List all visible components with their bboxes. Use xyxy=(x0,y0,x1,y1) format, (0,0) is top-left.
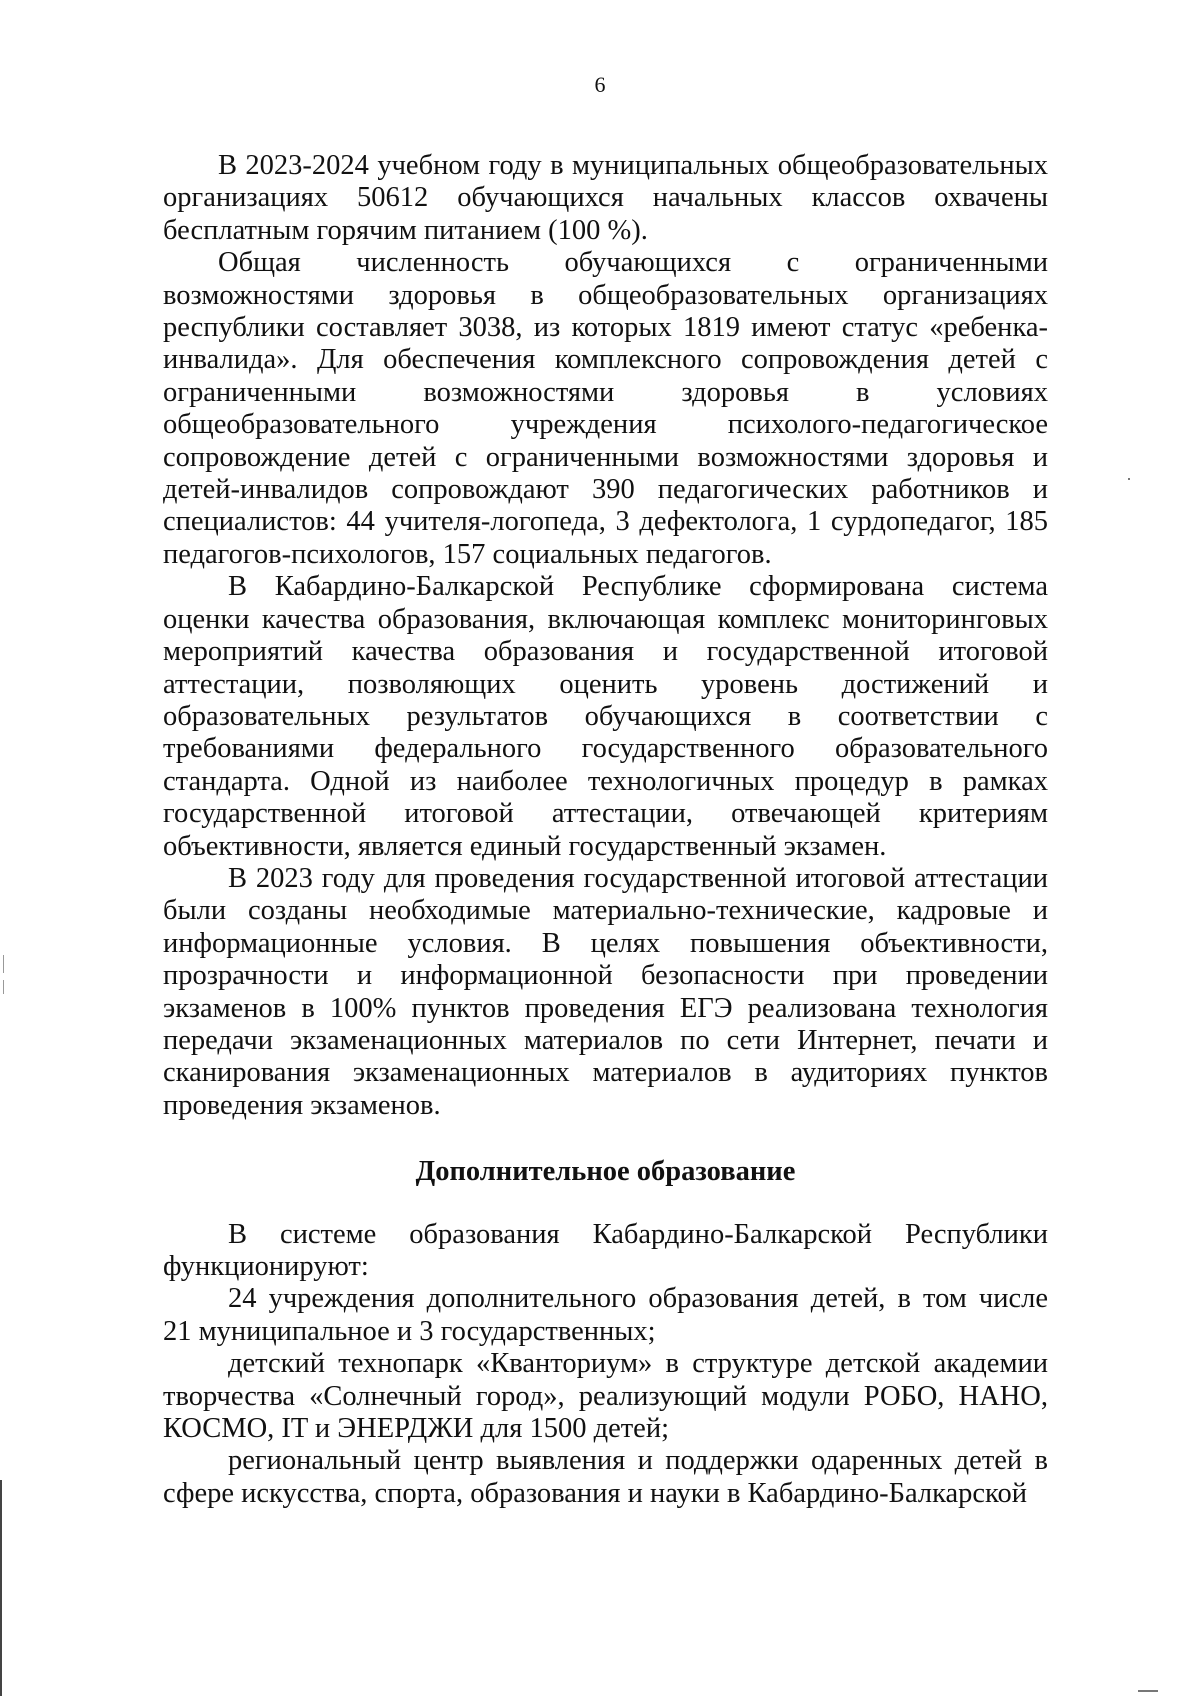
scan-edge-line xyxy=(0,1480,2,1696)
section-heading: Дополнительное образование xyxy=(415,1156,796,1188)
paragraph-institutions: 24 учреждения дополнительного образования детей, в том числе 21 муниципальное и 3 государственных; xyxy=(163,1283,1048,1347)
scan-artifact xyxy=(1128,478,1130,480)
paragraph-disabilities: Общая численность обучающихся с ограниченными возможностями здоровья в общеобразовательных организациях республики составляет 3038, из которых 1819 имеют статус «ребенка-инвалида». Для обеспечения комплексного сопровождения детей с ограниченными возможностями здоровья в условиях общеобразовательного учреждения психолого-педагогическое сопровождение детей с ограниченными возможностями здоровья и детей-инвалидов сопровождают 390 педагогических работников и специалистов: 44 учителя-логопеда, 3 дефектолога, 1 сурдопедагог, 185 педагогов-психологов, 157 социальных педагогов. xyxy=(163,247,1048,570)
scan-artifact xyxy=(3,980,4,994)
scan-artifact xyxy=(1138,1690,1158,1692)
paragraph-quality-assessment: В Кабардино-Балкарской Республике сформирована система оценки качества образования, включающая комплекс мониторинговых мероприятий качества образования и государственной итоговой аттестации, позволяющих оценить уровень достижений и образовательных результатов обучающихся в соответствии с требованиями федерального государственного образовательного стандарта. Одной из наиболее технологичных процедур в рамках государственной итоговой аттестации, отвечающей критериям объективности, является единый государственный экзамен. xyxy=(163,571,1048,862)
paragraph-regional-center: региональный центр выявления и поддержки одаренных детей в сфере искусства, спорта, образования и науки в Кабардино-Балкарской xyxy=(163,1445,1048,1509)
scan-artifact xyxy=(3,955,4,973)
paragraph-kvantorium: детский технопарк «Кванториум» в структуре детской академии творчества «Солнечный город», реализующий модули РОБО, НАНО, КОСМО, IT и ЭНЕРДЖИ для 1500 детей; xyxy=(163,1348,1048,1445)
document-body xyxy=(163,150,1048,1510)
paragraph-hot-meals: В 2023-2024 учебном году в муниципальных общеобразовательных организациях 50612 обучающихся начальных классов охвачены бесплатным горячим питанием (100 %). xyxy=(163,150,1048,246)
page-number: 6 xyxy=(594,72,606,97)
paragraph-system-functions: В системе образования Кабардино-Балкарской Республики функционируют: xyxy=(163,1218,1048,1282)
paragraph-exams-2023: В 2023 году для проведения государственной итоговой аттестации были созданы необходимые материально-технические, кадровые и информационные условия. В целях повышения объективности, прозрачности и информационной безопасности при проведении экзаменов в 100% пунктов проведения ЕГЭ реализована технология передачи экзаменационных материалов по сети Интернет, печати и сканирования экзаменационных материалов в аудиториях пунктов проведения экзаменов. xyxy=(163,862,1048,1121)
